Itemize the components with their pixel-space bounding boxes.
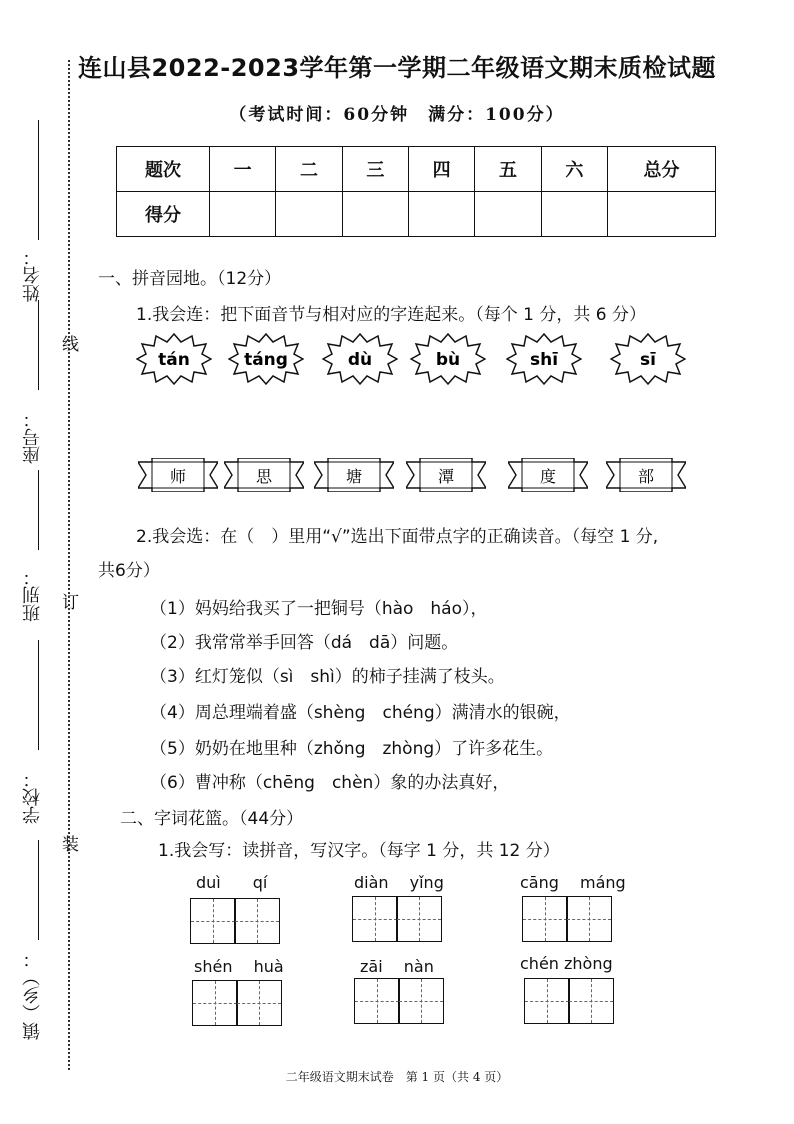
section1-q2-instruction-cont: 共6分） xyxy=(98,561,160,581)
character-text: 师 xyxy=(169,467,187,486)
section2-heading: 二、字词花篮。（44分） xyxy=(120,809,304,829)
character-banner[interactable] xyxy=(138,458,218,492)
binding-dotted-line xyxy=(68,60,70,1070)
seat-line xyxy=(38,470,39,550)
writing-cell[interactable] xyxy=(352,896,398,942)
writing-cell[interactable] xyxy=(568,978,614,1024)
score-table-header-row xyxy=(117,147,716,192)
character-text: 潭 xyxy=(437,467,455,486)
score-table xyxy=(116,146,716,237)
pinyin-label: shén huà xyxy=(194,957,284,976)
writing-cell[interactable] xyxy=(234,898,280,944)
syllable-text: bù xyxy=(435,350,461,370)
writing-cell[interactable] xyxy=(524,978,570,1024)
score-table-score-row xyxy=(117,192,716,237)
score-input-cell[interactable] xyxy=(210,192,276,237)
section2-q1-instruction: 1.我会写：读拼音，写汉字。（每字 1 分，共 12 分） xyxy=(158,841,560,861)
name-line xyxy=(38,120,39,240)
character-text: 度 xyxy=(539,467,557,486)
syllable-text: shī xyxy=(529,350,559,370)
character-text: 思 xyxy=(255,467,273,486)
writing-grid[interactable] xyxy=(354,978,443,1024)
score-input-cell[interactable] xyxy=(541,192,607,237)
writing-cell[interactable] xyxy=(398,978,444,1024)
writing-cell[interactable] xyxy=(236,980,282,1026)
syllable-burst[interactable] xyxy=(610,332,686,386)
syllable-text: tán xyxy=(158,350,190,370)
binding-mark-zhuang: 装 xyxy=(62,835,79,855)
reading-choice-item[interactable]: （3）红灯笼似（sì shì）的柿子挂满了枝头。 xyxy=(150,667,505,687)
syllable-burst[interactable] xyxy=(506,332,582,386)
syllable-burst[interactable] xyxy=(410,332,486,386)
character-banner[interactable] xyxy=(224,458,304,492)
score-input-cell[interactable] xyxy=(608,192,716,237)
pinyin-label: zāi nàn xyxy=(360,957,434,976)
syllable-text: dù xyxy=(347,350,373,370)
section1-heading: 一、拼音园地。（12分） xyxy=(98,269,282,289)
writing-cell[interactable] xyxy=(354,978,400,1024)
score-header-cell: 五 xyxy=(475,147,541,192)
writing-grid[interactable] xyxy=(190,898,279,944)
score-header-cell: 四 xyxy=(408,147,474,192)
score-header-cell: 三 xyxy=(342,147,408,192)
score-input-cell[interactable] xyxy=(342,192,408,237)
score-header-cell: 一 xyxy=(210,147,276,192)
binding-mark-xian: 线 xyxy=(62,335,79,355)
syllable-text: sī xyxy=(640,350,656,370)
class-label: 班别： xyxy=(22,568,43,622)
character-banner[interactable] xyxy=(606,458,686,492)
writing-grid[interactable] xyxy=(522,896,611,942)
score-header-cell: 六 xyxy=(541,147,607,192)
score-input-cell[interactable] xyxy=(408,192,474,237)
pinyin-label: duì qí xyxy=(196,873,268,892)
character-text: 部 xyxy=(637,467,655,486)
class-line xyxy=(38,640,39,750)
page-footer: 二年级语文期末试卷 第 1 页（共 4 页） xyxy=(285,1070,509,1084)
seat-label: 座号： xyxy=(22,410,43,464)
pinyin-label: diàn yǐng xyxy=(354,873,444,892)
character-banner[interactable] xyxy=(406,458,486,492)
reading-choice-item[interactable]: （6）曹冲称（chēng chèn）象的办法真好， xyxy=(150,773,510,793)
score-header-cell: 总分 xyxy=(608,147,716,192)
writing-grid[interactable] xyxy=(524,978,613,1024)
character-banner[interactable] xyxy=(314,458,394,492)
writing-cell[interactable] xyxy=(396,896,442,942)
reading-choice-item[interactable]: （2）我常常举手回答（dá dā）问题。 xyxy=(150,633,459,653)
pinyin-label: cāng máng xyxy=(520,873,626,892)
writing-grid[interactable] xyxy=(352,896,441,942)
score-input-cell[interactable] xyxy=(475,192,541,237)
exam-subtitle: （考试时间：60分钟 满分：100分） xyxy=(229,105,565,125)
writing-grid[interactable] xyxy=(192,980,281,1026)
reading-choice-item[interactable]: （5）奶奶在地里种（zhǒng zhòng）了许多花生。 xyxy=(150,739,554,759)
score-header-cell: 题次 xyxy=(117,147,210,192)
syllable-burst[interactable] xyxy=(228,332,304,386)
character-banner[interactable] xyxy=(508,458,588,492)
school-label: 学校： xyxy=(22,770,43,824)
section1-q2-instruction: 2.我会选：在（ ）里用“√”选出下面带点字的正确读音。（每空 1 分, xyxy=(136,527,659,547)
writing-cell[interactable] xyxy=(190,898,236,944)
town-label: 镇（乡）： xyxy=(22,950,43,1040)
writing-cell[interactable] xyxy=(192,980,238,1026)
score-header-cell: 二 xyxy=(276,147,342,192)
binding-mark-ding: 订 xyxy=(62,593,79,613)
name-line-lower xyxy=(38,300,39,390)
writing-cell[interactable] xyxy=(566,896,612,942)
section1-q1-instruction: 1.我会连：把下面音节与相对应的字连起来。（每个 1 分，共 6 分） xyxy=(136,305,646,325)
character-text: 塘 xyxy=(345,467,363,486)
syllable-burst[interactable] xyxy=(136,332,212,386)
school-line xyxy=(38,840,39,940)
exam-title: 连山县2022-2023学年第一学期二年级语文期末质检试题 xyxy=(77,54,717,82)
writing-cell[interactable] xyxy=(522,896,568,942)
syllable-burst[interactable] xyxy=(322,332,398,386)
pinyin-label: chén zhòng xyxy=(520,954,613,973)
name-label: 姓名： xyxy=(22,248,43,302)
syllable-text: táng xyxy=(244,350,288,370)
reading-choice-item[interactable]: （4）周总理端着盛（shèng chéng）满清水的银碗， xyxy=(150,703,571,723)
reading-choice-item[interactable]: （1）妈妈给我买了一把铜号（hào háo）， xyxy=(150,599,488,619)
score-input-cell[interactable] xyxy=(276,192,342,237)
score-row-label: 得分 xyxy=(117,192,210,237)
